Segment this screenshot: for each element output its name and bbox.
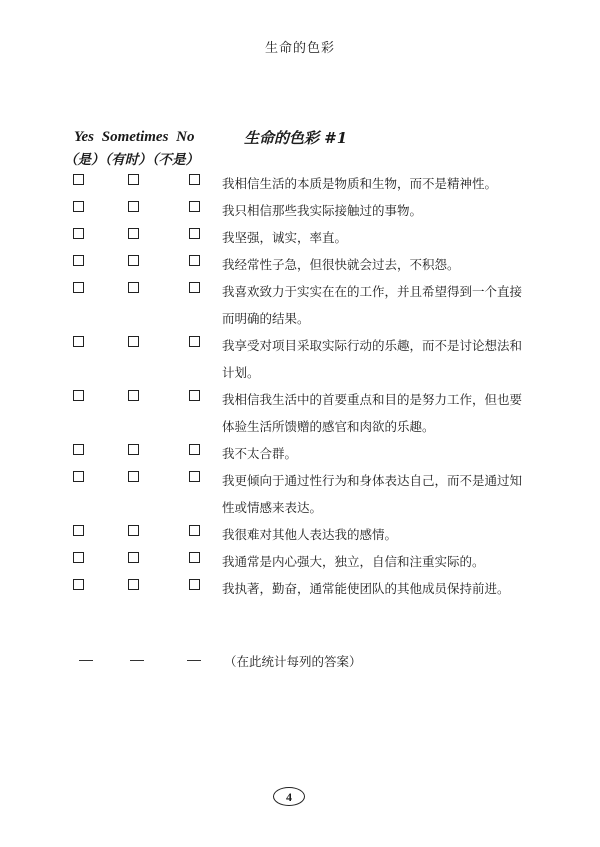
checkbox-sometimes[interactable]: [128, 336, 139, 347]
checkbox-yes[interactable]: [73, 390, 84, 401]
tally-note: （在此统计每列的答案）: [224, 654, 362, 669]
statement-row: [0, 332, 600, 386]
statement-text: 我喜欢致力于实实在在的工作，并且希望得到一个直接而明确的结果。: [222, 284, 523, 326]
checkbox-yes[interactable]: [73, 579, 84, 590]
checkbox-sometimes[interactable]: [128, 201, 139, 212]
checkbox-sometimes[interactable]: [128, 174, 139, 185]
statement-row: [0, 575, 600, 602]
checkbox-sometimes[interactable]: [128, 552, 139, 563]
checkbox-no[interactable]: [189, 336, 200, 347]
checkbox-yes[interactable]: [73, 444, 84, 455]
statement-row: [0, 467, 600, 521]
statement-row: [0, 548, 600, 575]
checkbox-yes[interactable]: [73, 228, 84, 239]
checkbox-sometimes[interactable]: [128, 282, 139, 293]
column-header-no: No: [176, 129, 195, 145]
statement-row: [0, 170, 600, 197]
checkbox-yes[interactable]: [73, 336, 84, 347]
tally-row: [0, 652, 600, 676]
checkbox-no[interactable]: [189, 525, 200, 536]
statement-row: [0, 224, 600, 251]
checkbox-no[interactable]: [189, 444, 200, 455]
checkbox-sometimes[interactable]: [128, 390, 139, 401]
statement-row: [0, 521, 600, 548]
checkbox-no[interactable]: [189, 579, 200, 590]
checkbox-sometimes[interactable]: [128, 525, 139, 536]
statement-text: 我更倾向于通过性行为和身体表达自己，而不是通过知性或情感来表达。: [222, 473, 523, 515]
running-head: 生命的色彩: [264, 41, 335, 56]
statement-text: 我很难对其他人表达我的感情。: [222, 527, 398, 542]
statement-row: [0, 386, 600, 440]
checkbox-no[interactable]: [189, 201, 200, 212]
statement-row: [0, 251, 600, 278]
column-header-yes: Yes: [74, 129, 94, 145]
statement-row: [0, 278, 600, 332]
checkbox-yes[interactable]: [73, 471, 84, 482]
checkbox-sometimes[interactable]: [128, 471, 139, 482]
statement-text: 我经常性子急，但很快就会过去，不积怨。: [222, 257, 460, 272]
checkbox-no[interactable]: [189, 174, 200, 185]
statement-row: [0, 197, 600, 224]
checkbox-no[interactable]: [189, 282, 200, 293]
checkbox-yes[interactable]: [73, 282, 84, 293]
statement-text: 我享受对项目采取实际行动的乐趣，而不是讨论想法和计划。: [222, 338, 523, 380]
checkbox-sometimes[interactable]: [128, 444, 139, 455]
statement-list: [0, 170, 600, 602]
tally-blank-sometimes[interactable]: [130, 660, 144, 661]
statement-text: 我执著，勤奋，通常能使团队的其他成员保持前进。: [222, 581, 510, 596]
checkbox-no[interactable]: [189, 228, 200, 239]
checkbox-no[interactable]: [189, 390, 200, 401]
statement-row: [0, 440, 600, 467]
checkbox-sometimes[interactable]: [128, 228, 139, 239]
statement-text: 我相信我生活中的首要重点和目的是努力工作，但也要体验生活所馈赠的感官和肉欲的乐趣。: [222, 392, 523, 434]
column-headers-chinese: （是）（有时）（不是）: [64, 152, 199, 168]
statement-text: 我不太合群。: [222, 446, 298, 461]
checkbox-yes[interactable]: [73, 174, 84, 185]
checkbox-yes[interactable]: [73, 552, 84, 563]
checkbox-yes[interactable]: [73, 201, 84, 212]
checkbox-yes[interactable]: [73, 525, 84, 536]
checkbox-no[interactable]: [189, 255, 200, 266]
column-headers-english: [74, 129, 199, 146]
statement-text: 我相信生活的本质是物质和生物，而不是精神性。: [222, 176, 498, 191]
checkbox-yes[interactable]: [73, 255, 84, 266]
checkbox-sometimes[interactable]: [128, 579, 139, 590]
column-header-sometimes: Sometimes: [101, 129, 169, 145]
tally-blank-no[interactable]: [187, 660, 201, 661]
tally-blank-yes[interactable]: [79, 660, 93, 661]
page-number: 4: [273, 787, 305, 806]
checkbox-no[interactable]: [189, 471, 200, 482]
statement-text: 我只相信那些我实际接触过的事物。: [222, 203, 423, 218]
checkbox-sometimes[interactable]: [128, 255, 139, 266]
statement-text: 我通常是内心强大，独立，自信和注重实际的。: [222, 554, 485, 569]
statement-text: 我坚强，诚实，率直。: [222, 230, 348, 245]
checkbox-no[interactable]: [189, 552, 200, 563]
section-title: 生命的色彩 #1: [244, 129, 348, 147]
